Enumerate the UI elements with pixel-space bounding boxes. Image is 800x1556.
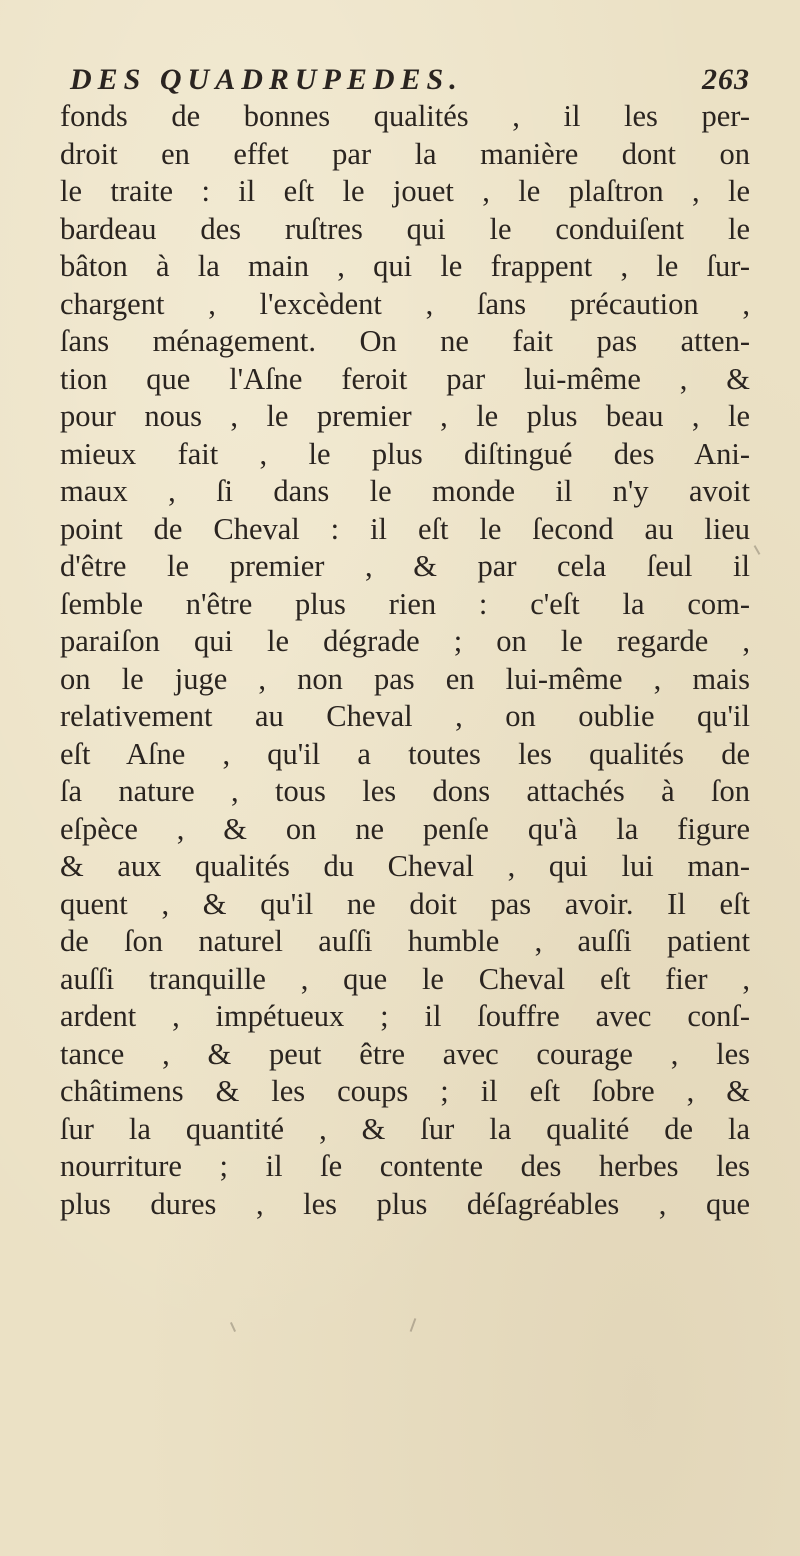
running-head-title: DES QUADRUPEDES. — [70, 63, 463, 96]
text-line: tance , & peut être avec courage , les — [60, 1036, 750, 1071]
running-head — [70, 58, 750, 102]
text-line: droit en effet par la manière dont on — [60, 136, 750, 171]
text-line: châtimens & les coups ; il eſt ſobre , & — [60, 1074, 750, 1108]
paper-speck — [754, 545, 761, 555]
text-line: ardent , impétueux ; il ſouffre avec conſ- — [60, 999, 750, 1033]
text-line: quent , & qu'il ne doit pas avoir. Il eſt — [60, 886, 750, 921]
text-line: d'être le premier , & par cela ſeul il — [60, 549, 750, 583]
text-line: fonds de bonnes qualités , il les per- — [60, 99, 750, 133]
text-line: pour nous , le premier , le plus beau , le — [60, 399, 750, 433]
text-line: le traite : il eſt le jouet , le plaſtron , le — [60, 174, 750, 208]
page-number: 263 — [702, 63, 750, 96]
text-line: on le juge , non pas en lui-même , mais — [60, 661, 750, 696]
text-line: paraiſon qui le dégrade ; on le regarde , — [60, 624, 750, 658]
text-line: auſſi tranquille , que le Cheval eſt fier , — [60, 961, 750, 996]
text-line: mieux fait , le plus diſtingué des Ani- — [60, 436, 750, 471]
text-line: ſa nature , tous les dons attachés à ſon — [60, 774, 750, 808]
text-line: de ſon naturel auſſi humble , auſſi patient — [60, 924, 750, 958]
text-line: ſans ménagement. On ne fait pas atten- — [60, 324, 750, 358]
paper-speck — [230, 1322, 236, 1332]
text-line: maux , ſi dans le monde il n'y avoit — [60, 474, 750, 508]
text-line: bâton à la main , qui le frappent , le ſur- — [60, 249, 750, 283]
text-line: eſt Aſne , qu'il a toutes les qualités de — [60, 736, 750, 771]
text-line: plus dures , les plus déſagréables , que — [60, 1186, 750, 1221]
text-line: nourriture ; il ſe contente des herbes les — [60, 1149, 750, 1183]
text-line: eſpèce , & on ne penſe qu'à la figure — [60, 811, 750, 846]
text-line: point de Cheval : il eſt le ſecond au lieu — [60, 511, 750, 546]
text-line: & aux qualités du Cheval , qui lui man- — [60, 849, 750, 883]
paper-speck — [410, 1318, 417, 1332]
text-line: relativement au Cheval , on oublie qu'il — [60, 699, 750, 733]
text-line: bardeau des ruſtres qui le conduiſent le — [60, 211, 750, 246]
text-line: ſur la quantité , & ſur la qualité de la — [60, 1111, 750, 1146]
text-line: chargent , l'excèdent , ſans précaution , — [60, 286, 750, 321]
body-text — [60, 98, 750, 1223]
text-line: tion que l'Aſne feroit par lui-même , & — [60, 361, 750, 396]
text-line: ſemble n'être plus rien : c'eſt la com- — [60, 586, 750, 621]
